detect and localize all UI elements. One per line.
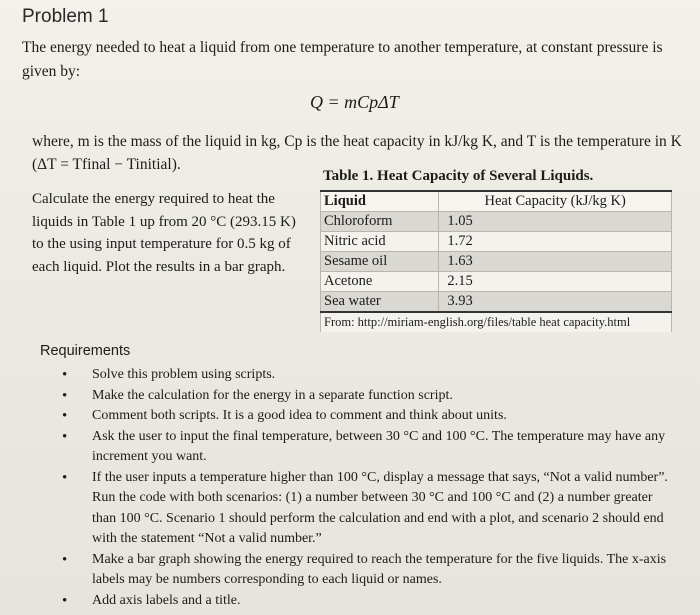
table-title: Table 1. Heat Capacity of Several Liquids. xyxy=(323,168,594,184)
requirement-text: If the user inputs a temperature higher than 100 °C, display a message that says, “Not a valid number”. Run the code with both scenarios: (1) a number between 30 °C and 100 °C and (2) a number greater than 100 °C. Scenario 1 should perform the calculation and end with a plot, and scenario 2 should end with the statement “Not a valid number.” xyxy=(92,469,668,546)
heat-capacity-value: 2.15 xyxy=(439,272,672,292)
table-source: From: http://miriam-english.org/files/table heat capacity.html xyxy=(321,312,672,332)
problem-title: Problem 1 xyxy=(22,6,109,27)
heat-capacity-value: 3.93 xyxy=(439,292,672,313)
table-row xyxy=(321,292,672,313)
bullet-icon: • xyxy=(62,551,68,568)
list-item xyxy=(58,468,678,550)
table-header-row xyxy=(321,191,672,212)
heat-capacity-value: 1.72 xyxy=(439,232,672,252)
list-item xyxy=(58,365,678,386)
requirement-text: Make a bar graph showing the energy required to reach the temperature for the five liquids. The x-axis labels may be numbers corresponding to each liquid or names. xyxy=(92,551,667,587)
requirements-list xyxy=(58,365,678,611)
liquid-name: Sea water xyxy=(321,292,439,313)
header-liquid: Liquid xyxy=(321,191,439,212)
table-row xyxy=(321,252,672,272)
calculation-instructions: Calculate the energy required to heat the liquids in Table 1 up from 20 °C (293.15 K) to the using input temperature for 0.5 kg of each liquid. Plot the results in a bar graph. xyxy=(32,191,296,275)
requirement-text: Make the calculation for the energy in a separate function script. xyxy=(92,387,453,403)
list-item xyxy=(58,591,678,612)
liquid-name: Acetone xyxy=(321,272,439,292)
list-item xyxy=(58,427,678,468)
list-item xyxy=(58,386,678,407)
requirement-text: Comment both scripts. It is a good idea to comment and think about units. xyxy=(92,408,507,423)
requirements-title: Requirements xyxy=(40,343,131,359)
requirement-text: Add axis labels and a title. xyxy=(92,592,241,608)
liquid-name: Nitric acid xyxy=(321,232,439,252)
problem-intro: The energy needed to heat a liquid from one temperature to another temperature, at constant pressure is given by: xyxy=(22,39,663,80)
liquid-name: Sesame oil xyxy=(321,252,439,272)
bullet-icon: • xyxy=(62,428,68,445)
heat-capacity-value: 1.05 xyxy=(439,212,672,232)
requirement-text: Ask the user to input the final temperature, between 30 °C and 100 °C. The temperature may have any increment you want. xyxy=(92,428,666,464)
table-source-row xyxy=(321,312,672,332)
liquid-name: Chloroform xyxy=(321,212,439,232)
energy-equation: Q = mCpΔT xyxy=(310,92,399,112)
list-item xyxy=(58,550,678,591)
heat-capacity-value: 1.63 xyxy=(439,252,672,272)
bullet-icon: • xyxy=(62,469,68,486)
bullet-icon: • xyxy=(62,408,68,424)
bullet-icon: • xyxy=(62,367,68,383)
bullet-icon: • xyxy=(62,592,68,609)
header-heat-capacity: Heat Capacity (kJ/kg K) xyxy=(439,191,672,212)
requirement-text: Solve this problem using scripts. xyxy=(92,367,276,382)
bullet-icon: • xyxy=(62,387,68,404)
list-item xyxy=(58,406,678,427)
table-row xyxy=(321,272,672,292)
table-row xyxy=(321,232,672,252)
variable-definitions: where, m is the mass of the liquid in kg, Cp is the heat capacity in kJ/kg K, and T is the temperature in K (ΔT = Tfinal − Tinitial). xyxy=(32,133,682,173)
heat-capacity-table xyxy=(320,190,672,332)
table-row xyxy=(321,212,672,232)
